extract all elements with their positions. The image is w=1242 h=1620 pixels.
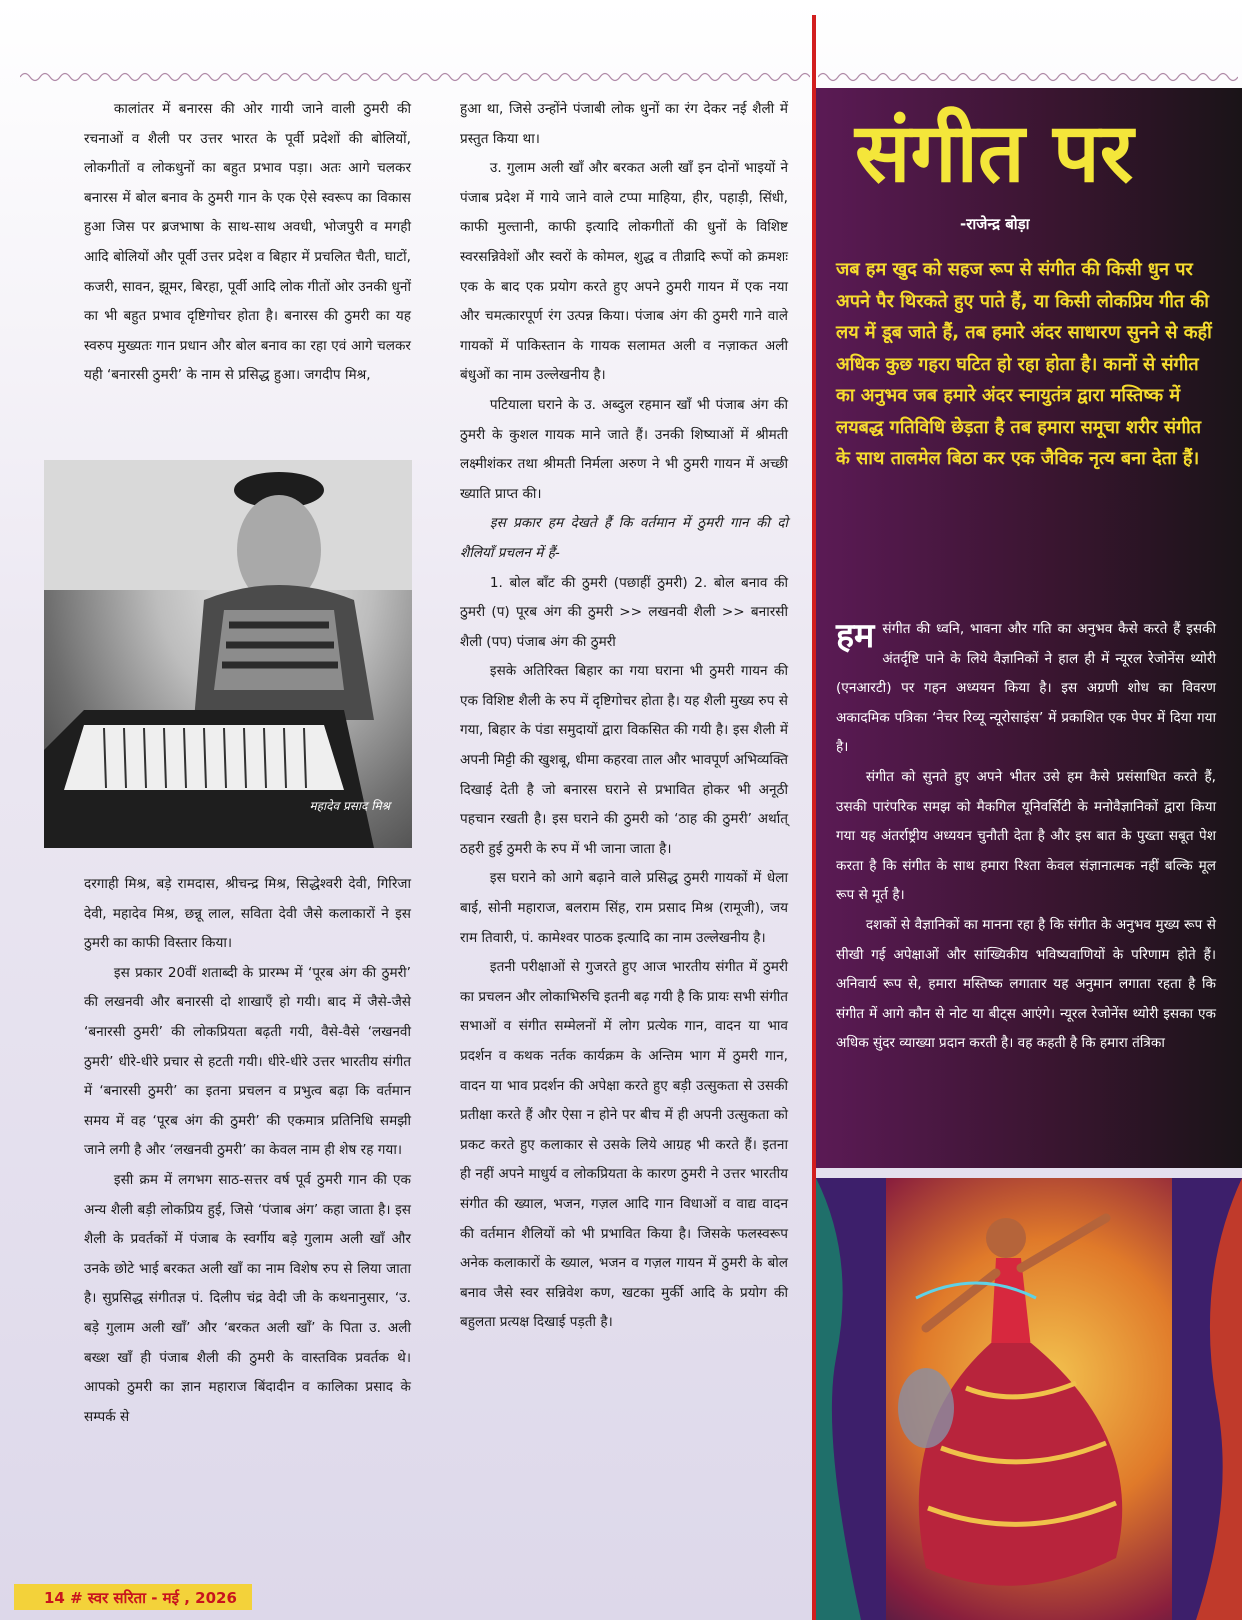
harmonium-photo bbox=[44, 460, 412, 848]
dancer-illustration bbox=[816, 1178, 1242, 1620]
paragraph: कालांतर में बनारस की ओर गायी जाने वाली ठुमरी की रचनाओं व शैली पर उत्तर भारत के पूर्वी प्रदेशों की बोलियों, लोकगीतों व लोकधुनों का बहुत प्रभाव पड़ा। अतः आगे चलकर बनारस में बोल बनाव के ठुमरी गान के एक ऐसे स्वरूप का विकास हुआ जिस पर ब्रजभाषा के साथ-साथ अवधी, भोजपुरी व मगही आदि बोलियों और पूर्वी उत्तर प्रदेश व बिहार में प्रचलित चैती, घाटों, कजरी, सावन, झूमर, बिरहा, पूर्वी आदि लोक गीतों ओर उनकी धुनों का भी बहुत प्रभाव दृष्टिगोचर होता है। बनारस की ठुमरी का यह स्वरुप मुख्यतः गान प्रधान और बोल बनाव का रहा एवं आगे चलकर यही ‘बनारसी ठुमरी’ के नाम से प्रसिद्ध हुआ। जगदीप मिश्र, bbox=[84, 101, 411, 384]
paragraph: दशकों से वैज्ञानिकों का मानना रहा है कि संगीत के अनुभव मुख्य रूप से सीखी गई अपेक्षाओं और सांख्यिकीय भविष्यवाणियों के परिणाम होते हैं। अनिवार्य रूप से, हमारा मस्तिष्क लगातार यह अनुमान लगाता रहता है कि संगीत में आगे कौन से नोट या बीट्स आएंगे। न्यूरल रेजोनेंस थ्योरी इसका एक अधिक सुंदर व्याख्या प्रदान करती है। वह कहती है कि हमारा तंत्रिका bbox=[836, 916, 1216, 1052]
paragraph: संगीत को सुनते हुए अपने भीतर उसे हम कैसे प्रसंसाधित करते हैं, उसकी पारंपरिक समझ को मैकगिल यूनिवर्सिटी के मनोवैज्ञानिकों द्वारा किया गया यह अंतर्राष्ट्रीय अध्ययन चुनौती देता है और इस बात के पुख्ता सबूत पेश करता है कि संगीत के साथ हमारा रिश्ता केवल संज्ञानात्मक नहीं बल्कि मूल रूप से मूर्त है। bbox=[836, 768, 1216, 904]
dancer-art bbox=[816, 1178, 1242, 1620]
paragraph: इसके अतिरिक्त बिहार का गया घराना भी ठुमरी गायन की एक विशिष्ट शैली के रुप में दृष्टिगोचर होता है। यह शैली मुख्य रुप से गया, बिहार के पंडा समुदायों द्वारा विकसित की गयी है। इस शैली में अपनी मिट्टी की खुशबू, धीमा कहरवा ताल और भावपूर्ण अभिव्यक्ति दिखाई देती है जो बनारस घराने से प्रभावित होकर भी अनूठी पहचान रखती है। इस घराने की ठुमरी को ‘ठाह की ठुमरी’ अर्थात् ठहरी हुई ठुमरी के रुप में भी जाना जाता है। bbox=[460, 663, 788, 857]
article-column-1-top bbox=[84, 95, 411, 391]
paragraph: हुआ था, जिसे उन्होंने पंजाबी लोक धुनों का रंग देकर नई शैली में प्रस्तुत किया था। bbox=[460, 101, 788, 147]
article-title: संगीत पर bbox=[855, 105, 1134, 201]
drop-cap: हम bbox=[836, 616, 875, 656]
paragraph: इस प्रकार हम देखते हैं कि वर्तमान में ठुमरी गान की दो शैलियाँ प्रचलन में हैं- bbox=[460, 515, 788, 561]
paragraph: इसी क्रम में लगभग साठ-सत्तर वर्ष पूर्व ठुमरी गान की एक अन्य शैली बड़ी लोकप्रिय हुई, जिसे ‘पंजाब अंग’ कहा जाता है। इस शैली के प्रवर्तकों में पंजाब के स्वर्गीय बड़े गुलाम अली खाँ और उनके छोटे भाई बरकत अली खाँ का नाम विशेष रुप से लिया जाता है। सुप्रसिद्ध संगीतज्ञ पं. दिलीप चंद्र वेदी जी के कथनानुसार, ‘उ. बड़े गुलाम अली खाँ’ और ‘बरकत अली खाँ’ के पिता उ. अली बख्श खाँ ही पंजाब शैली की ठुमरी के वास्तविक प्रवर्तक थे। आपको ठुमरी का ज्ञान महाराज बिंदादीन व कालिका प्रसाद के सम्पर्क से bbox=[84, 1171, 411, 1425]
paragraph: इस प्रकार 20वीं शताब्दी के प्रारम्भ में ‘पूरब अंग की ठुमरी’ की लखनवी और बनारसी दो शाखाएँ हो गयी। बाद में जैसे-जैसे ‘बनारसी ठुमरी’ की लोकप्रियता बढ़ती गयी, वैसे-वैसे ‘लखनवी ठुमरी’ धीरे-धीरे प्रचार से हटती गयी। धीरे-धीरे उत्तर भारतीय संगीत में ‘बनारसी ठुमरी’ का इतना प्रचलन व प्रभुत्व बढ़ा कि वर्तमान समय में वह ‘पूरब अंग की ठुमरी’ की एकमात्र प्रतिनिधि समझी जाने लगी है और ‘लखनवी ठुमरी’ का केवल नाम ही शेष रह गया। bbox=[84, 964, 411, 1159]
portrait-illustration bbox=[44, 460, 412, 848]
paragraph: दरगाही मिश्र, बड़े रामदास, श्रीचन्द्र मिश्र, सिद्धेश्वरी देवी, गिरिजा देवी, महादेव मिश्र, छन्नू लाल, सविता देवी जैसे कलाकारों ने इस ठुमरी का काफी विस्तार किया। bbox=[84, 876, 411, 952]
paragraph: संगीत की ध्वनि, भावना और गति का अनुभव कैसे करते हैं इसकी अंतर्दृष्टि पाने के लिये वैज्ञानिकों ने हाल ही में न्यूरल रेजोनेंस थ्योरी (एनआरटी) पर गहन अध्ययन किया है। इस अग्रणी शोध का विवरण अकादमिक पत्रिका ‘नेचर रिव्यू न्यूरोसाइंस’ में प्रकाशित एक पेपर में दिया गया है। bbox=[836, 621, 1216, 756]
page-footer: 14 # स्वर सरिता - मई , 2026 bbox=[44, 1589, 237, 1607]
photo-caption: महादेव प्रसाद मिश्र bbox=[309, 799, 390, 813]
author-byline: -राजेन्द्र बोड़ा bbox=[960, 215, 1030, 233]
wave-divider-right bbox=[818, 70, 1238, 84]
wave-divider-left bbox=[20, 70, 810, 84]
intro-text: जब हम खुद को सहज रूप से संगीत की किसी धुन पर अपने पैर थिरकते हुए पाते हैं, या किसी लोकप्रिय गीत की लय में डूब जाते हैं, तब हमारे अंदर साधारण सुनने से कहीं अधिक कुछ गहरा घटित हो रहा होता है। कानों से संगीत का अनुभव जब हमारे अंदर स्नायुतंत्र द्वारा मस्तिष्क में लयबद्ध गतिविधि छेड़ता है तब हमारा समूचा शरीर संगीत के साथ तालमेल बिठा कर एक जैविक नृत्य बना देता हैं। bbox=[836, 259, 1212, 469]
paragraph: 1. बोल बाँट की ठुमरी (पछाहीं ठुमरी) 2. बोल बनाव की ठुमरी (प) पूरब अंग की ठुमरी >> लखनवी शैली >> बनारसी शैली (पप) पंजाब अंग की ठुमरी bbox=[460, 574, 788, 650]
article-column-1-bottom bbox=[84, 870, 411, 1432]
paragraph: इतनी परीक्षाओं से गुजरते हुए आज भारतीय संगीत में ठुमरी का प्रचलन और लोकाभिरुचि इतनी बढ़ गयी है कि प्रायः सभी संगीत सभाओं व संगीत सम्मेलनों में लोग प्रत्येक गान, वादन या भाव प्रदर्शन व कथक नर्तक कार्यक्रम के अन्तिम भाग में ठुमरी गान, वादन या भाव प्रदर्शन की अपेक्षा करते हुए बड़ी उत्सुकता से उसकी प्रतीक्षा करते हैं और ऐसा न होने पर बीच में ही अपनी उत्सुकता को प्रकट करते हुए कलाकार से उसके लिये आग्रह भी करते हैं। इतना ही नहीं अपने माधुर्य व लोकप्रियता के कारण ठुमरी ने उत्तर भारतीय संगीत की ख्याल, भजन, गज़ल आदि गान विधाओं व वाद्य वादन की वर्तमान शैलियों को भी प्रभावित किया है। जिसके फलस्वरूप अनेक कलाकारों के ख्याल, भजन व गज़ल गायन में ठुमरी के बोल बनाव जैसे स्वर सन्निवेश कण, खटका मुर्की आदि के प्रयोग की बहुलता प्रत्यक्ष दिखाई पड़ती है। bbox=[460, 959, 788, 1331]
paragraph: इस घराने को आगे बढ़ाने वाले प्रसिद्ध ठुमरी गायकों में धेला बाई, सोनी महाराज, बलराम सिंह, राम प्रसाद मिश्र (रामूजी), जय राम तिवारी, पं. कामेश्वर पाठक इत्यादि का नाम उल्लेखनीय है। bbox=[460, 870, 788, 946]
article-column-2 bbox=[460, 95, 788, 1338]
sidebar-article bbox=[836, 615, 1216, 1059]
paragraph: पटियाला घराने के उ. अब्दुल रहमान खाँ भी पंजाब अंग की ठुमरी के कुशल गायक माने जाते हैं। उनकी शिष्याओं में श्रीमती लक्ष्मीशंकर तथा श्रीमती निर्मला अरुण ने भी ठुमरी गायन में अच्छी ख्याति प्राप्त की। bbox=[460, 396, 788, 502]
paragraph: उ. गुलाम अली खाँ और बरकत अली खाँ इन दोनों भाइयों ने पंजाब प्रदेश में गाये जाने वाले टप्पा माहिया, हीर, पहाड़ी, सिंधी, काफी मुल्तानी, काफी इत्यादि लोकगीतों की धुनों के विशिष्ट स्वरसन्निवेशों और स्वरों के कोमल, शुद्ध व तीव्रादि रूपों को क्रमशः एक के बाद एक प्रयोग करते हुए अपने ठुमरी गायन में एक नया और चमत्कारपूर्ण रंग उत्पन्न किया। पंजाब अंग की ठुमरी गाने वाले गायकों में पाकिस्तान के गायक सलामत अली व नज़ाकत अली बंधुओं का नाम उल्लेखनीय है। bbox=[460, 160, 788, 384]
